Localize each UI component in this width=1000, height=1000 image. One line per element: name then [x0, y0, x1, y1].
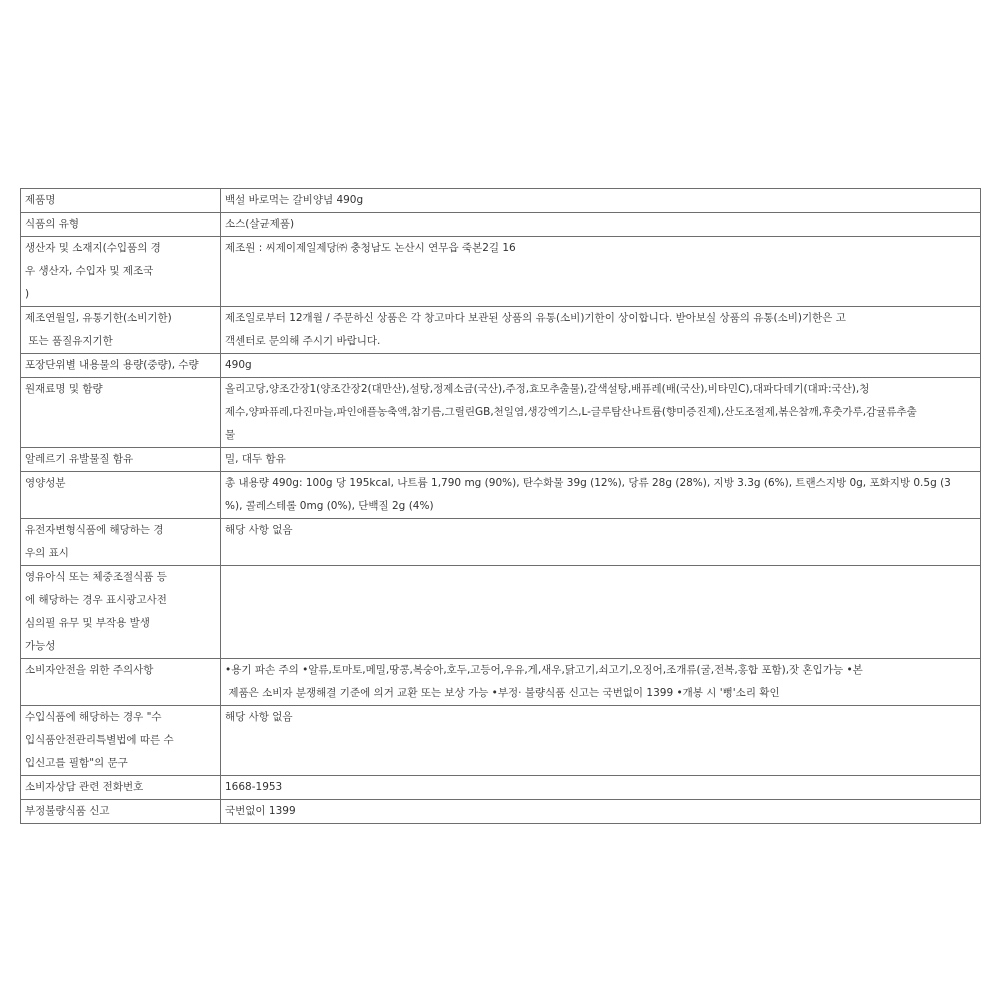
row-label: 소비자안전을 위한 주의사항: [21, 659, 221, 706]
row-value: 제조일로부터 12개월 / 주문하신 상품은 각 창고마다 보관된 상품의 유통(소비)기한이 상이합니다. 받아보실 상품의 유통(소비)기한은 고 객센터로 문의해 주시기 바랍니다.: [221, 307, 981, 354]
table-row-ingredients: [21, 378, 981, 448]
table-row-expiry: [21, 307, 981, 354]
row-value: 490g: [221, 354, 981, 378]
row-value: 1668-1953: [221, 776, 981, 800]
row-label: 생산자 및 소재지(수입품의 경 우 생산자, 수입자 및 제조국 ): [21, 237, 221, 307]
table-row-food-type: [21, 213, 981, 237]
row-label: 부정불량식품 신고: [21, 800, 221, 824]
table-row-infant-food: [21, 566, 981, 659]
row-value: 밀, 대두 함유: [221, 448, 981, 472]
row-label: 수입식품에 해당하는 경우 "수 입식품안전관리특별법에 따른 수 입신고를 필함"의 문구: [21, 706, 221, 776]
row-label: 원재료명 및 함량: [21, 378, 221, 448]
product-info-table: [20, 188, 981, 824]
table-row-producer: [21, 237, 981, 307]
row-label: 소비자상담 관련 전화번호: [21, 776, 221, 800]
row-value: 백설 바로먹는 갈비양념 490g: [221, 189, 981, 213]
row-value: 총 내용량 490g: 100g 당 195kcal, 나트륨 1,790 mg (90%), 탄수화물 39g (12%), 당류 28g (28%), 지방 3.3g (6%), 트랜스지방 0g, 포화지방 0.5g (3 %), 콜레스테롤 0mg (0%), 단백질 2g (4%): [221, 472, 981, 519]
row-label: 식품의 유형: [21, 213, 221, 237]
table-row-product-name: [21, 189, 981, 213]
table-row-nutrition: [21, 472, 981, 519]
table-row-safety-warnings: [21, 659, 981, 706]
table-row-imported-food: [21, 706, 981, 776]
row-value: 소스(살균제품): [221, 213, 981, 237]
table-row-gmo: [21, 519, 981, 566]
row-value: 제조원 : 씨제이제일제당㈜ 충청남도 논산시 연무읍 죽본2길 16: [221, 237, 981, 307]
row-label: 제조연월일, 유통기한(소비기한) 또는 품질유지기한: [21, 307, 221, 354]
row-value: •용기 파손 주의 •알류,토마토,메밀,땅콩,복숭아,호두,고등어,우유,게,새우,닭고기,쇠고기,오징어,조개류(굴,전복,홍합 포함),잣 혼입가능 •본 제품은 소비자 분쟁해결 기준에 의거 교환 또는 보상 가능 •부정· 불량식품 신고는 국번없이 1399 •개봉 시 '뻥'소리 확인: [221, 659, 981, 706]
row-label: 유전자변형식품에 해당하는 경 우의 표시: [21, 519, 221, 566]
row-label: 제품명: [21, 189, 221, 213]
row-value: 해당 사항 없음: [221, 519, 981, 566]
row-label: 영양성분: [21, 472, 221, 519]
row-label: 영유아식 또는 체중조절식품 등 에 해당하는 경우 표시광고사전 심의필 유무 및 부작용 발생 가능성: [21, 566, 221, 659]
row-label: 포장단위별 내용물의 용량(중량), 수량: [21, 354, 221, 378]
row-value: 올리고당,양조간장1(양조간장2(대만산),설탕,정제소금(국산),주정,효모추출물),갈색설탕,배퓨레(배(국산),비타민C),대파다데기(대파:국산),청 제수,양파퓨레,다진마늘,파인애플농축액,참기름,그릴린GB,천일염,생강엑기스,L-글루탐산나트륨(향미증진제),산도조절제,볶은참깨,후춧가루,감귤류추출 물: [221, 378, 981, 448]
row-value: 해당 사항 없음: [221, 706, 981, 776]
table-row-capacity: [21, 354, 981, 378]
row-value: 국번없이 1399: [221, 800, 981, 824]
row-label: 알레르기 유발물질 함유: [21, 448, 221, 472]
table-row-report: [21, 800, 981, 824]
table-row-consumer-phone: [21, 776, 981, 800]
row-value: [221, 566, 981, 659]
table-row-allergens: [21, 448, 981, 472]
